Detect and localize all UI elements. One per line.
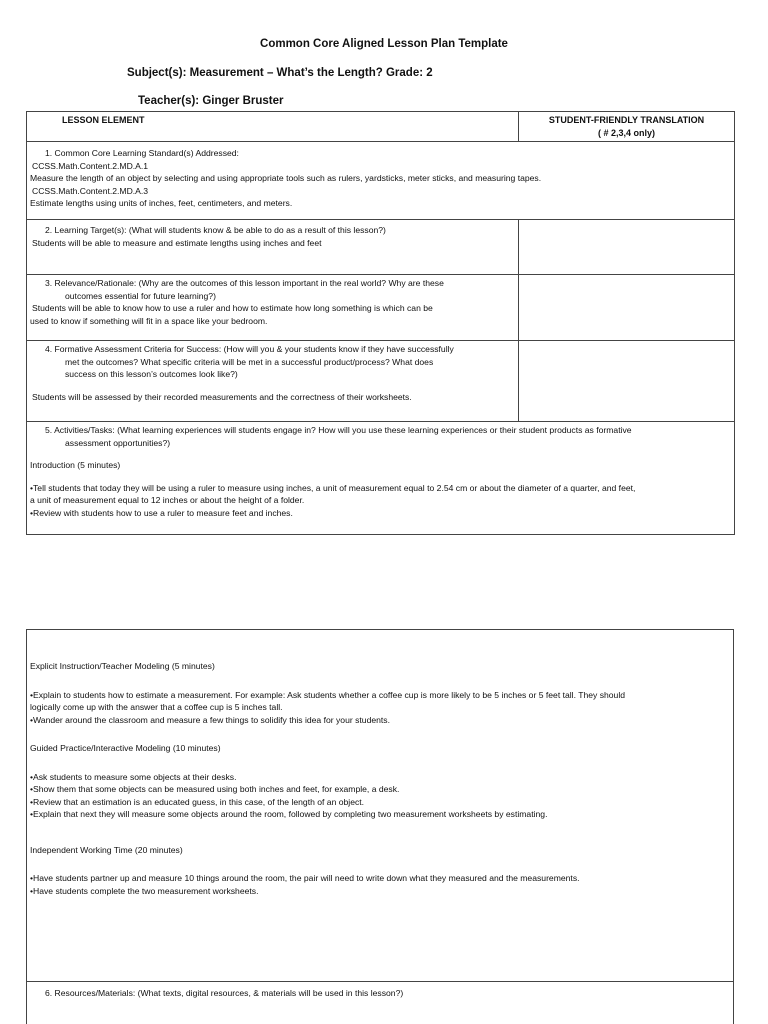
guided-bullet-3: •Review that an estimation is an educated guess, in this case, of the length of an object. bbox=[30, 796, 365, 807]
explicit-bullet-1: •Explain to students how to estimate a measurement. For example: Ask students whether a coffee cup is more likely to be 5 inches or 5 feet tall. They should bbox=[30, 689, 626, 700]
explicit-bullet-1-cont: logically come up with the answer that a coffee cup is 5 inches tall. bbox=[30, 702, 283, 712]
page-two-activities-box bbox=[26, 629, 734, 1024]
learning-target-translation-cell bbox=[519, 220, 735, 275]
activities-heading: 5. Activities/Tasks: (What learning experiences will students engage in? How will you use these learning experiences or their student products as formative bbox=[45, 425, 632, 435]
assessment-heading: 4. Formative Assessment Criteria for Success: (How will you & your students know if they have successfully bbox=[45, 344, 454, 354]
relevance-answer-2: used to know if something will fit in a space like your bedroom. bbox=[30, 315, 268, 326]
introduction-bullet-1: •Tell students that today they will be using a ruler to measure using inches, a unit of measurement equal to 2.54 cm or about the diameter of a quarter, and feet, bbox=[30, 482, 636, 493]
table-row-assessment bbox=[27, 341, 735, 422]
guided-practice-label: Guided Practice/Interactive Modeling (10 minutes) bbox=[30, 743, 221, 753]
learning-target-answer: Students will be able to measure and estimate lengths using inches and feet bbox=[32, 237, 322, 248]
relevance-heading-cont: outcomes essential for future learning?) bbox=[65, 290, 216, 301]
relevance-answer-1: Students will be able to know how to use a ruler and how to estimate how long something is which can be bbox=[32, 303, 433, 313]
standard-code-1: CCSS.Math.Content.2.MD.A.1 bbox=[32, 160, 149, 171]
explicit-instruction-label: Explicit Instruction/Teacher Modeling (5 minutes) bbox=[30, 661, 215, 671]
learning-target-heading: 2. Learning Target(s): (What will students know & be able to do as a result of this lesson?) bbox=[45, 225, 386, 235]
standard-text-2: Estimate lengths using units of inches, feet, centimeters, and meters. bbox=[30, 198, 293, 208]
standard-code-2: CCSS.Math.Content.2.MD.A.3 bbox=[32, 185, 149, 196]
guided-bullet-1: •Ask students to measure some objects at their desks. bbox=[30, 771, 237, 782]
table-row-activities bbox=[27, 422, 735, 535]
assessment-translation-cell bbox=[519, 341, 735, 422]
independent-time-label: Independent Working Time (20 minutes) bbox=[30, 844, 183, 855]
assessment-heading-cont-2: success on this lesson’s outcomes look like?) bbox=[65, 369, 238, 379]
guided-bullet-2: •Show them that some objects can be measured using both inches and feet, for example, a desk. bbox=[30, 784, 400, 794]
table-row-learning-target bbox=[27, 220, 735, 275]
header-student-friendly bbox=[519, 112, 735, 142]
standard-text-1: Measure the length of an object by selecting and using appropriate tools such as rulers, yardsticks, meter sticks, and measuring tapes. bbox=[30, 173, 542, 183]
relevance-translation-cell bbox=[519, 275, 735, 341]
document-title: Common Core Aligned Lesson Plan Template bbox=[260, 38, 508, 50]
explicit-bullet-2: •Wander around the classroom and measure a few things to solidify this idea for your students. bbox=[30, 714, 390, 725]
header-lesson-element: LESSON ELEMENT bbox=[27, 112, 519, 142]
assessment-answer: Students will be assessed by their recorded measurements and the correctness of their worksheets. bbox=[32, 391, 412, 402]
independent-bullet-2: •Have students complete the two measurement worksheets. bbox=[30, 885, 259, 896]
activities-heading-cont: assessment opportunities?) bbox=[65, 437, 171, 448]
lesson-plan-table bbox=[26, 111, 735, 535]
introduction-bullet-1-cont: a unit of measurement equal to 12 inches or about the height of a folder. bbox=[30, 495, 305, 505]
guided-bullet-4: •Explain that next they will measure some objects around the room, followed by completing two measurement worksheets by estimating. bbox=[30, 809, 548, 819]
header-right-line1: STUDENT-FRIENDLY TRANSLATION bbox=[548, 115, 705, 125]
table-row-standards bbox=[27, 142, 735, 220]
relevance-heading: 3. Relevance/Rationale: (Why are the outcomes of this lesson important in the real world? Why are these bbox=[45, 278, 444, 288]
subject-line: Subject(s): Measurement – What’s the Length? Grade: 2 bbox=[127, 67, 433, 79]
introduction-bullet-2: •Review with students how to use a ruler to measure feet and inches. bbox=[30, 507, 293, 518]
table-header-row bbox=[27, 112, 735, 142]
table-row-relevance bbox=[27, 275, 735, 341]
teacher-line: Teacher(s): Ginger Bruster bbox=[138, 95, 284, 107]
assessment-heading-cont-1: met the outcomes? What specific criteria will be met in a successful product/process? What does bbox=[65, 356, 434, 367]
independent-bullet-1: •Have students partner up and measure 10 things around the room, the pair will need to write down what they measured and the measurements. bbox=[30, 873, 580, 883]
section-divider bbox=[27, 981, 733, 982]
standards-heading: 1. Common Core Learning Standard(s) Addressed: bbox=[45, 148, 239, 158]
introduction-label: Introduction (5 minutes) bbox=[30, 460, 121, 470]
resources-heading: 6. Resources/Materials: (What texts, digital resources, & materials will be used in this lesson?) bbox=[45, 988, 404, 998]
header-right-line2: ( # 2,3,4 only) bbox=[597, 127, 656, 138]
